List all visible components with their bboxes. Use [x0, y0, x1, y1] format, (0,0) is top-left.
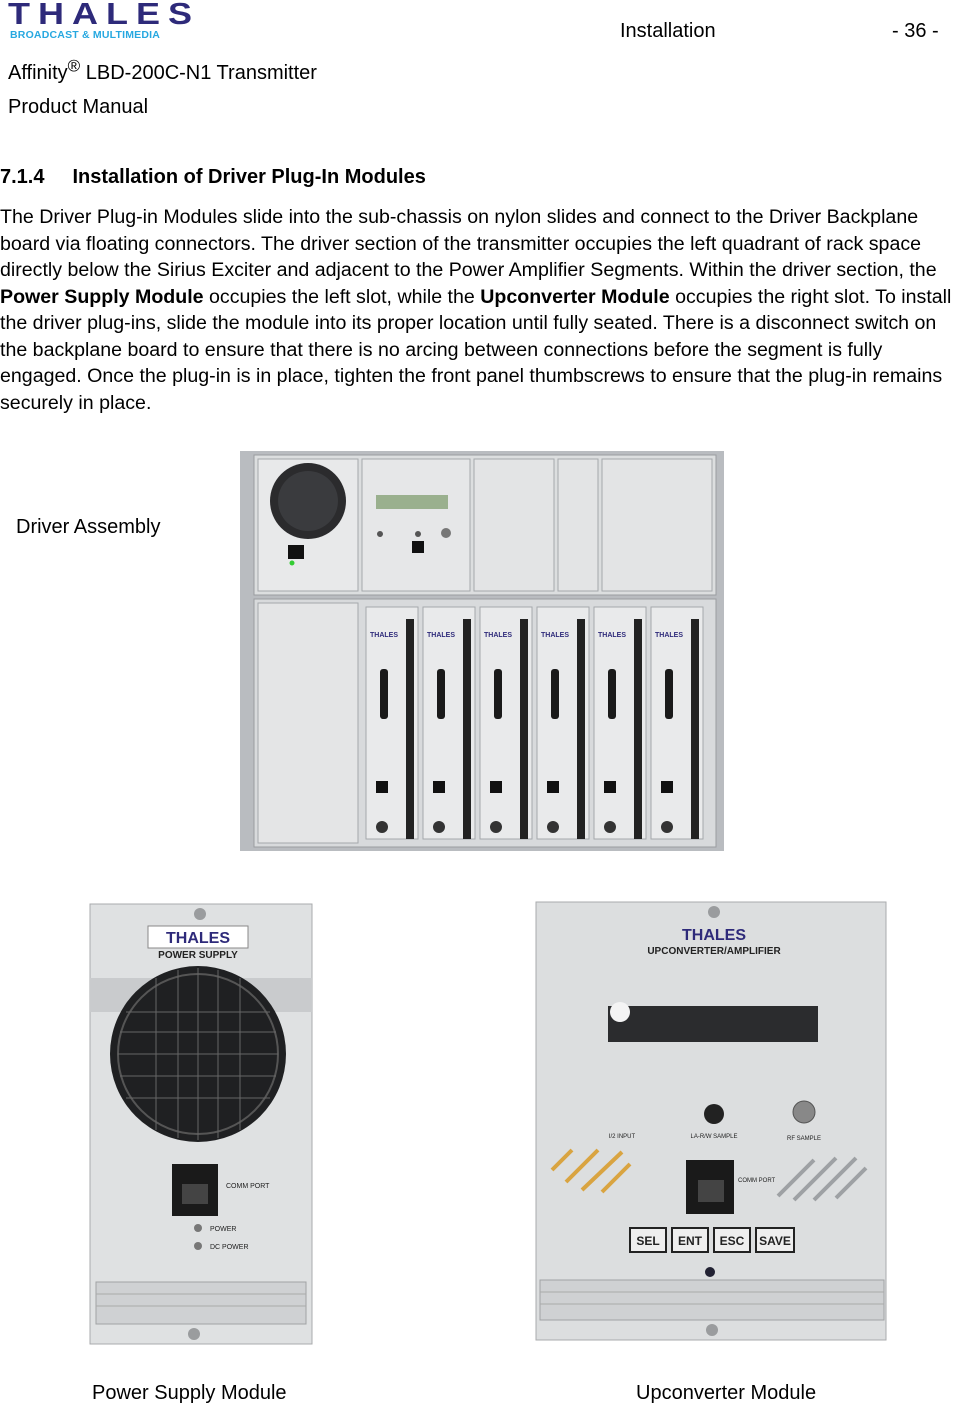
driver-slot-heatsink [463, 619, 471, 839]
psu-dc-power-led-label: DC POWER [210, 1244, 249, 1251]
product-name-prefix: Affinity [8, 62, 68, 84]
psu-power-led-icon [194, 1224, 202, 1232]
upc-sample-connector-icon [704, 1104, 724, 1124]
upc-rf-sample-label: RF SAMPLE [786, 1136, 822, 1142]
driver-slot-knob [376, 821, 388, 833]
upc-save-button: SAVE [759, 1234, 791, 1248]
power-supply-photo [86, 902, 316, 1346]
upc-ent-button: ENT [678, 1234, 702, 1248]
driver-slot-label: THALES [484, 632, 512, 639]
upc-input-label: I/2 INPUT [608, 1134, 636, 1140]
header-manual-type: Product Manual [8, 96, 149, 118]
section-heading [0, 166, 426, 189]
driver-slot-heatsink [406, 619, 414, 839]
body-text-2: occupies the left slot, while the [203, 285, 481, 308]
driver-slot-handle [665, 669, 673, 719]
upc-comm-port-label: COMM PORT [738, 1178, 776, 1184]
registered-mark: ® [67, 56, 81, 76]
driver-slot-port [433, 781, 445, 793]
psu-dc-power-led-icon [194, 1242, 202, 1250]
body-text-3: occupies the right slot. To install the driver plug-ins, slide the module into its proper location until fully seated. There is a disconnect switch on the backplane board to ensure that there is no arcing between connections before the segment is fully engaged. Once the plug-in is in place, tighten the front panel thumbscrews to ensure that the plug-in remains securely in place. [0, 285, 952, 414]
driver-slot-knob [433, 821, 445, 833]
driver-slot-label: THALES [655, 632, 683, 639]
upc-input-connector-icon [610, 1002, 630, 1022]
driver-slot-handle [608, 669, 616, 719]
driver-slot-handle [437, 669, 445, 719]
driver-assembly-caption: Driver Assembly [16, 516, 161, 538]
driver-slot-port [547, 781, 559, 793]
driver-slot-knob [604, 821, 616, 833]
upc-rf-sample-connector-icon [793, 1101, 815, 1123]
driver-slot-port [661, 781, 673, 793]
driver-slot-knob [547, 821, 559, 833]
section-title: Installation of Driver Plug-In Modules [72, 166, 426, 188]
body-text-1: The Driver Plug-in Modules slide into the sub-chassis on nylon slides and connect to the Driver Backplane board via floating connectors. The driver section of the transmitter occupies the left quadrant of rack space directly below the Sirius Exciter and adjacent to the Power Amplifier Segments. Within the driver section, the [0, 206, 937, 281]
psu-title-label: POWER SUPPLY [158, 950, 238, 961]
psu-comm-port-label: COMM PORT [226, 1183, 270, 1190]
driver-assembly-photo [240, 451, 724, 851]
driver-slot-label: THALES [598, 632, 626, 639]
upc-sel-button: SEL [636, 1234, 660, 1248]
driver-slot-label: THALES [427, 632, 455, 639]
product-name-suffix: LBD-200C-N1 Transmitter [80, 62, 317, 84]
section-number: 7.1.4 [0, 166, 45, 188]
psu-power-led-label: POWER [210, 1226, 237, 1233]
header-product-name [8, 56, 317, 85]
upconverter-photo [532, 900, 890, 1346]
body-bold-upconverter: Upconverter Module [480, 285, 670, 308]
upc-sample-label: LA-R/W SAMPLE [690, 1134, 738, 1140]
upconverter-caption: Upconverter Module [636, 1382, 817, 1404]
upc-lcd-display [608, 1006, 818, 1042]
logo-subtitle: BROADCAST & MULTIMEDIA [10, 29, 161, 41]
psu-brand-label: THALES [166, 930, 230, 947]
power-supply-caption: Power Supply Module [92, 1382, 287, 1404]
driver-slot-port [604, 781, 616, 793]
thales-logo [8, 2, 238, 44]
driver-slot-heatsink [691, 619, 699, 839]
header-section-name: Installation [620, 20, 716, 42]
upc-title-label: UPCONVERTER/AMPLIFIER [647, 946, 781, 957]
body-paragraph [0, 204, 966, 416]
body-bold-power-supply: Power Supply Module [0, 285, 204, 308]
upc-brand-label: THALES [682, 927, 746, 944]
upc-esc-button: ESC [719, 1234, 745, 1248]
driver-slot-handle [380, 669, 388, 719]
driver-slot-knob [661, 821, 673, 833]
driver-slot-port [490, 781, 502, 793]
driver-slot-handle [494, 669, 502, 719]
driver-slot-port [376, 781, 388, 793]
logo-wordmark: THALES [8, 0, 200, 31]
driver-slot-label: THALES [370, 632, 398, 639]
header-page-number: - 36 - [892, 20, 939, 42]
driver-slot-label: THALES [541, 632, 569, 639]
driver-slot-heatsink [577, 619, 585, 839]
driver-slot-handle [551, 669, 559, 719]
driver-slot-heatsink [520, 619, 528, 839]
driver-slot-heatsink [634, 619, 642, 839]
driver-slot-knob [490, 821, 502, 833]
